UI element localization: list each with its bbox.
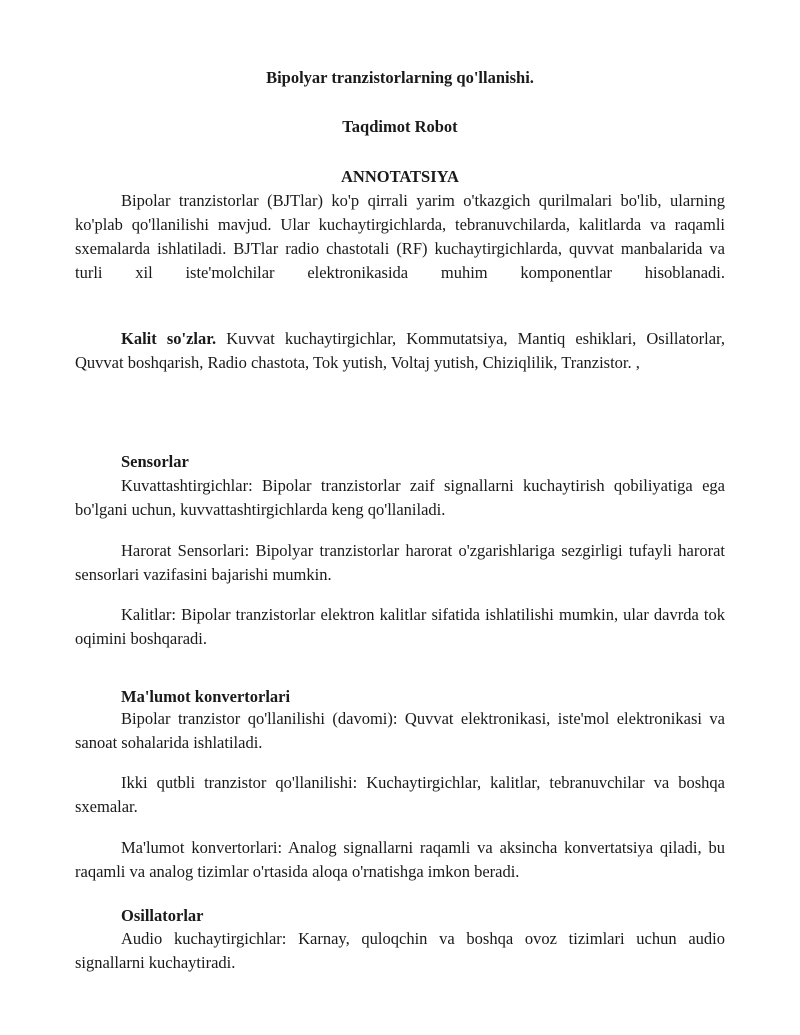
keywords-text: Kuvvat kuchaytirgichlar, Kommutatsiya, Mantiq eshiklari, Osillatorlar, Quvvat boshqarish, Radio chastota, Tok yutish, Voltaj yutish, Chiziqlilik, Tranzistor. , <box>75 329 725 372</box>
paragraph-text: Ma'lumot konvertorlari: Analog signallarni raqamli va aksincha konvertatsiya qiladi, bu raqamli va analog tizimlar o'rtasida aloqa o'rnatishga imkon beradi. <box>75 838 725 881</box>
section-heading-sensorlar: Sensorlar <box>121 452 189 471</box>
malumot-paragraph-2 <box>75 771 725 819</box>
document-subtitle: Taqdimot Robot <box>342 117 458 136</box>
annotation-heading: ANNOTATSIYA <box>341 167 459 186</box>
paragraph-text: Ikki qutbli tranzistor qo'llanilishi: Kuchaytirgichlar, kalitlar, tebranuvchilar va boshqa sxemalar. <box>75 773 725 816</box>
paragraph-text: Kalitlar: Bipolar tranzistorlar elektron kalitlar sifatida ishlatilishi mumkin, ular davrda tok oqimini boshqaradi. <box>75 605 725 648</box>
keywords-label: Kalit so'zlar. <box>121 329 217 348</box>
sensorlar-paragraph-1 <box>75 474 725 522</box>
section-heading-osillatorlar: Osillatorlar <box>121 906 204 925</box>
paragraph-text: Kuvattashtirgichlar: Bipolar tranzistorlar zaif signallarni kuchaytirish qobiliyatiga ega bo'lgani uchun, kuvvattashtirgichlarda keng qo'llaniladi. <box>75 476 725 519</box>
section-heading-malumot-konvertorlari: Ma'lumot konvertorlari <box>121 687 291 706</box>
paragraph-text: Audio kuchaytirgichlar: Karnay, quloqchin va boshqa ovoz tizimlari uchun audio signallarni kuchaytiradi. <box>75 929 725 972</box>
keywords-paragraph <box>75 327 725 375</box>
malumot-paragraph-3 <box>75 836 725 884</box>
annotation-text: Bipolar tranzistorlar (BJTlar) ko'p qirrali yarim o'tkazgich qurilmalari bo'lib, ularning ko'plab qo'llanilishi mavjud. Ular kuchaytirgichlarda, tebranuvchilarda, kalitlarda va raqamli sxemalarda ishlatiladi. BJTlar radio chastotali (RF) kuchaytirgichlarda, quvvat manbalarida va turli xil iste'molchilar elektronikasida muhim komponentlar hisoblanadi. <box>75 191 725 282</box>
sensorlar-paragraph-2 <box>75 539 725 587</box>
sensorlar-paragraph-3 <box>75 603 725 651</box>
osillatorlar-paragraph-1 <box>75 927 725 975</box>
paragraph-text: Harorat Sensorlari: Bipolyar tranzistorlar harorat o'zgarishlariga sezgirligi tufayli harorat sensorlari vazifasini bajarishi mumkin. <box>75 541 725 584</box>
annotation-paragraph <box>75 189 725 285</box>
paragraph-text: Bipolar tranzistor qo'llanilishi (davomi): Quvvat elektronikasi, iste'mol elektronikasi va sanoat sohalarida ishlatiladi. <box>75 709 725 752</box>
document-title: Bipolyar tranzistorlarning qo'llanishi. <box>266 68 534 87</box>
malumot-paragraph-1 <box>75 707 725 755</box>
